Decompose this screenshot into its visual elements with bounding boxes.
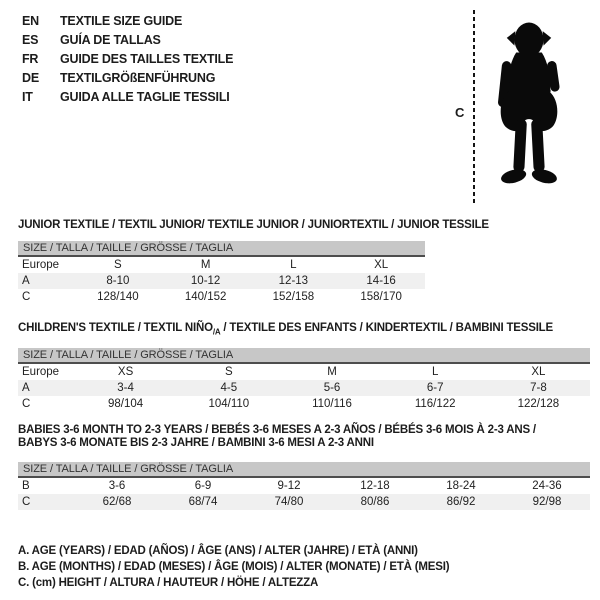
size-table-section-1 [18,219,489,305]
size-value-cell: L [432,366,439,379]
size-value-cell: 92/98 [532,496,562,508]
size-value-cell: 3-4 [117,382,134,395]
size-value-cell: 140/152 [184,291,227,303]
legend-note: A. AGE (YEARS) / EDAD (AÑOS) / ÂGE (ANS) / ALTER (JAHRE) / ETÀ (ANNI) [18,545,418,557]
language-code: IT [22,90,33,104]
size-value-cell: 152/158 [272,291,315,303]
language-row [22,88,233,107]
section-title [18,437,590,450]
size-value-cell: 128/140 [97,291,139,303]
size-value-cell: 6-7 [426,382,444,395]
size-value-cell: M [200,259,211,271]
size-value-cell: 7-8 [530,382,547,395]
row-label: C [22,398,31,411]
section-title [18,424,590,437]
size-value-cell: 80/86 [360,496,390,508]
guide-title: TEXTILE SIZE GUIDE [60,14,183,28]
size-value-cell: 110/116 [312,398,352,411]
row-label: A [22,275,30,287]
size-value-cell: 104/110 [208,398,250,411]
language-title-list [22,12,233,107]
size-value-cell: 5-6 [323,382,341,395]
legend-note: C. (cm) HEIGHT / ALTURA / HAUTEUR / HÖHE / ALTEZZA [18,577,319,589]
language-row [22,31,233,50]
legend-notes [18,543,449,591]
table-rows [18,478,590,510]
size-value-cell: 12-13 [278,275,309,287]
table-row [18,494,590,510]
size-value-cell: 9-12 [277,480,301,492]
language-row [22,69,233,88]
section-title-segment: / TEXTILE DES ENFANTS / KINDERTEXTIL / BAMBINI TESSILE [220,322,553,334]
size-value-cell: 68/74 [188,496,218,508]
size-value-cell: XS [117,366,134,379]
guide-title: TEXTILGRÖßENFÜHRUNG [60,71,216,85]
size-value-cell: 62/68 [102,496,132,508]
table-row [18,380,590,396]
table-rows [18,364,590,412]
size-value-cell: 122/128 [517,398,560,411]
size-value-cell: S [114,259,122,271]
size-value-cell: 86/92 [446,496,476,508]
row-label: Europe [22,259,60,271]
row-label: Europe [22,366,60,379]
size-value-cell: 12-18 [360,480,390,492]
section-title [18,322,590,338]
row-label: A [22,382,30,395]
language-code: FR [22,52,39,66]
section-title-segment: BABYS 3-6 MONATE BIS 2-3 JAHRE / BAMBINI 3-6 MESI A 2-3 ANNI [18,437,374,449]
size-value-cell: 24-36 [532,480,562,492]
size-value-cell: 3-6 [108,480,126,492]
table-rows [18,257,425,305]
size-table-section-2 [18,322,590,412]
size-value-cell: 18-24 [446,480,476,492]
size-table-section-3 [18,424,590,510]
row-label: C [22,496,31,508]
row-label: C [22,291,31,303]
size-value-cell: 98/104 [108,398,144,411]
table-row [18,364,590,380]
height-measure-dashed-line [473,10,475,206]
language-row [22,12,233,31]
height-measure-label: C [455,105,465,120]
size-value-cell: 158/170 [360,291,402,303]
legend-note: B. AGE (MONTHS) / EDAD (MESES) / ÂGE (MOIS) / ALTER (MONATE) / ETÀ (MESI) [18,561,450,573]
baby-silhouette-icon [482,7,576,209]
size-header-bar: SIZE / TALLA / TAILLE / GRÖSSE / TAGLIA [18,462,590,478]
table-row [18,257,425,273]
size-header-bar: SIZE / TALLA / TAILLE / GRÖSSE / TAGLIA [18,241,425,257]
size-value-cell: 6-9 [194,480,212,492]
size-value-cell: XL [374,259,389,271]
language-code: ES [22,33,39,47]
section-title-segment: JUNIOR TEXTILE / TEXTIL JUNIOR/ TEXTILE JUNIOR / JUNIORTEXTIL / JUNIOR TESSILE [18,219,489,231]
table-row [18,289,425,305]
size-value-cell: M [327,366,337,379]
size-value-cell: XL [531,366,546,379]
size-value-cell: S [224,366,233,379]
table-row [18,273,425,289]
language-code: EN [22,14,39,28]
size-value-cell: 8-10 [106,275,130,287]
guide-title: GUIDE DES TAILLES TEXTILE [60,52,234,66]
language-code: DE [22,71,39,85]
size-header-bar: SIZE / TALLA / TAILLE / GRÖSSE / TAGLIA [18,348,590,364]
section-title [18,219,489,232]
size-value-cell: 10-12 [190,275,221,287]
guide-title: GUIDA ALLE TAGLIE TESSILI [60,90,230,104]
size-value-cell: 14-16 [366,275,396,287]
table-row [18,396,590,412]
size-value-cell: 74/80 [274,496,304,508]
size-value-cell: L [290,259,297,271]
language-row [22,50,233,69]
size-value-cell: 4-5 [220,382,238,395]
section-title-segment: /A [212,327,221,337]
table-row [18,478,590,494]
section-title-segment: BABIES 3-6 MONTH TO 2-3 YEARS / BEBÉS 3-6 MESES A 2-3 AÑOS / BÉBÉS 3-6 MOIS À 2-3 ANS / [18,424,536,436]
row-label: B [22,480,30,492]
size-value-cell: 116/122 [414,398,456,411]
section-title-segment: CHILDREN'S TEXTILE / TEXTIL NIÑO [18,322,213,334]
guide-title: GUÍA DE TALLAS [60,33,161,47]
